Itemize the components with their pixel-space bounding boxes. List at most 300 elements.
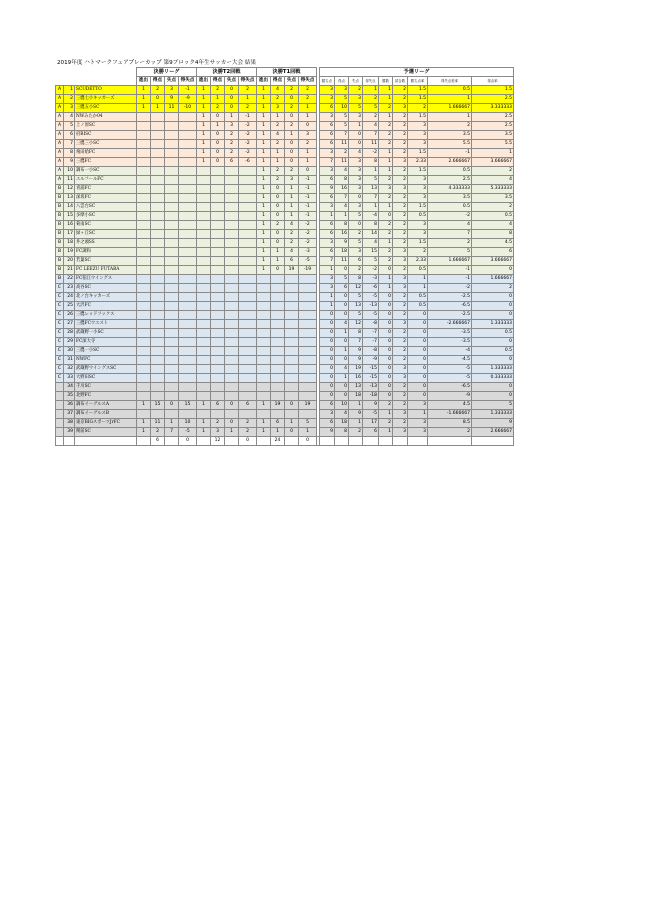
cell-fl-against [165,176,179,185]
cell-t1-for: 4 [271,86,285,95]
row-group [56,419,64,428]
cell-pr-against: 12 [349,320,363,329]
cell-pr-for: 9 [335,239,349,248]
cell-pr-wins: 2 [379,257,393,266]
cell-pr-games: 2 [393,401,408,410]
cell-pr-games: 2 [393,203,408,212]
cell-fl-advance [137,383,151,392]
cell-t2-diff [239,257,257,266]
cell-fl-advance [137,320,151,329]
cell-t1-against [285,383,299,392]
cell-pr-point-rate: 3 [408,419,428,428]
cell-t2-against: 6 [225,158,239,167]
cell-t2-against [225,248,239,257]
cell-t2-diff [239,320,257,329]
cell-pr-goal-rate: 5.5 [472,140,514,149]
cell-t1-for [271,365,285,374]
row-group: C [56,302,64,311]
cell-fl-advance [137,293,151,302]
header-prelim: 予選リーグ [320,68,514,77]
cell-pr-points: 7 [320,158,335,167]
cell-t1-diff: -2 [299,230,317,239]
row-team-name: FC調和 [75,248,137,257]
cell-t1-for [271,383,285,392]
header-t1: 決勝T1回戦 [257,68,317,77]
cell-pr-goal-rate: 2 [472,284,514,293]
cell-pr-for: 0 [335,383,349,392]
cell-pr-goal-rate: 2 [472,203,514,212]
document-title: 2019年度 ハトマークフェアプレーカップ 第9ブロック4年生サッカー大会 結果 [57,60,257,66]
col-t2-diff: 得失点 [239,77,257,86]
row-group: C [56,293,64,302]
cell-fl-diff [179,113,197,122]
col-pr-point-rate: 勝ち点率 [408,77,428,86]
cell-t1-diff: 2 [299,95,317,104]
cell-fl-advance [137,140,151,149]
totals-row [56,437,514,446]
cell-t2-advance [197,275,211,284]
cell-fl-diff: 15 [179,401,197,410]
cell-t1-against: 0 [285,113,299,122]
row-number: 16 [64,221,75,230]
cell-t1-for: 0 [271,203,285,212]
cell-t1-advance: 1 [257,194,271,203]
row-team-name: SCUDETTO [75,86,137,95]
cell-pr-wins: 0 [379,365,393,374]
cell-pr-diff: 11 [363,140,379,149]
cell-t1-diff: -1 [299,194,317,203]
cell-t1-against: 1 [285,203,299,212]
col-pr-games: 試合数 [393,77,408,86]
table-row [56,374,514,383]
cell-t2-advance [197,293,211,302]
cell-fl-advance [137,410,151,419]
row-group: A [56,176,64,185]
cell-t1-advance [257,392,271,401]
row-team-name: 調布一小SC [75,167,137,176]
cell-t1-for [271,392,285,401]
cell-t1-advance: 1 [257,401,271,410]
cell-pr-games: 3 [393,248,408,257]
cell-t2-against [225,257,239,266]
cell-t2-advance: 1 [197,158,211,167]
cell-pr-games: 2 [393,311,408,320]
cell-pr-wins: 0 [379,356,393,365]
cell-fl-diff [179,383,197,392]
cell-fl-for [151,347,165,356]
col-t2-advance: 進出 [197,77,211,86]
cell-t1-advance: 1 [257,212,271,221]
cell-pr-against: 0 [349,221,363,230]
cell-t1-against: 6 [285,257,299,266]
cell-t2-advance: 1 [197,140,211,149]
row-number: 10 [64,167,75,176]
cell-t1-diff: 1 [299,149,317,158]
cell-fl-advance [137,329,151,338]
cell-t1-against: 0 [285,401,299,410]
cell-t1-diff [299,347,317,356]
cell-t2-for [211,203,225,212]
cell-fl-against [165,410,179,419]
table-row [56,194,514,203]
cell-t2-advance: 1 [197,113,211,122]
cell-pr-against: 7 [349,338,363,347]
cell-t1-diff: 1 [299,104,317,113]
row-team-name: 三鷹三小SC [75,140,137,149]
cell-pr-diff: -15 [363,365,379,374]
cell-pr-points: 3 [320,275,335,284]
cell-t2-for [211,410,225,419]
cell-pr-wins: 2 [379,140,393,149]
cell-pr-goal-rate: 5.333333 [472,185,514,194]
cell-t1-against [285,284,299,293]
cell-fl-for [151,383,165,392]
row-number: 3 [64,104,75,113]
cell-pr-for: 4 [335,320,349,329]
cell-pr-diff: 15 [363,248,379,257]
cell-pr-goal-rate: 4.5 [472,239,514,248]
cell-fl-diff: -5 [179,428,197,437]
cell-fl-for [151,248,165,257]
cell-pr-for: 0 [335,302,349,311]
cell-pr-against: 3 [349,158,363,167]
cell-fl-against [165,302,179,311]
cell-pr-points: 0 [320,365,335,374]
cell-t2-diff [239,293,257,302]
cell-pr-for: 0 [335,356,349,365]
cell-pr-against: 6 [349,257,363,266]
cell-t1-for [271,347,285,356]
cell-t2-diff [239,176,257,185]
cell-pr-against: 2 [349,428,363,437]
cell-pr-goal-rate: 0 [472,266,514,275]
cell-t2-advance [197,257,211,266]
cell-fl-against [165,347,179,356]
cell-fl-for: 2 [151,86,165,95]
cell-fl-against [165,248,179,257]
cell-t2-against [225,320,239,329]
cell-t1-advance: 1 [257,221,271,230]
cell-t1-for: 0 [271,266,285,275]
cell-pr-goal-rate: 0 [472,293,514,302]
cell-t2-diff: -2 [239,122,257,131]
cell-t2-for [211,212,225,221]
cell-t2-diff [239,356,257,365]
cell-t1-diff: 1 [299,158,317,167]
cell-fl-diff [179,392,197,401]
col-t2-for: 得点 [211,77,225,86]
cell-pr-diff-rate: -2.5 [428,293,472,302]
cell-fl-for [151,365,165,374]
row-team-name: 三鷹FCウエスト [75,320,137,329]
cell-pr-diff-rate: 4.5 [428,401,472,410]
table-row [56,185,514,194]
cell-pr-goal-rate: 2.5 [472,113,514,122]
row-team-name: 武蔵野一小SC [75,329,137,338]
row-number: 6 [64,131,75,140]
cell-pr-goal-rate: 9 [472,419,514,428]
table-row [56,419,514,428]
cell-t1-for: 2 [271,176,285,185]
col-pr-points: 勝ち点 [320,77,335,86]
cell-fl-advance: 1 [137,419,151,428]
cell-fl-for [151,284,165,293]
cell-t1-diff [299,320,317,329]
row-number: 39 [64,428,75,437]
cell-pr-points: 1 [320,212,335,221]
cell-t1-diff: -1 [299,185,317,194]
cell-pr-games: 2 [393,356,408,365]
cell-pr-point-rate: 3 [408,194,428,203]
cell-t1-advance [257,284,271,293]
row-team-name: NWみたか04 [75,113,137,122]
cell-pr-point-rate: 0 [408,347,428,356]
cell-fl-for [151,113,165,122]
cell-t2-for [211,266,225,275]
cell-pr-point-rate: 0 [408,365,428,374]
cell-fl-for [151,311,165,320]
cell-t1-against: 19 [285,266,299,275]
cell-t2-diff [239,185,257,194]
cell-fl-diff [179,122,197,131]
row-team-name: 緑ヶ丘SC [75,230,137,239]
cell-pr-points: 0 [320,329,335,338]
cell-t2-against [225,293,239,302]
cell-pr-against: 5 [349,293,363,302]
cell-pr-for: 4 [335,365,349,374]
cell-t2-for [211,194,225,203]
table-row [56,149,514,158]
total-fl-goals: 6 [151,437,165,446]
cell-t1-advance [257,320,271,329]
row-number: 5 [64,122,75,131]
cell-pr-games: 3 [393,428,408,437]
cell-t1-diff [299,329,317,338]
header-final-league: 決勝リーグ [137,68,197,77]
cell-t2-for [211,329,225,338]
cell-t2-advance: 1 [197,104,211,113]
cell-t2-advance: 1 [197,401,211,410]
cell-pr-wins: 3 [379,185,393,194]
cell-pr-wins: 1 [379,203,393,212]
cell-t1-diff: -5 [299,257,317,266]
cell-pr-goal-rate: 2.5 [472,95,514,104]
cell-fl-diff [179,365,197,374]
cell-t2-advance [197,248,211,257]
col-fl-advance: 進出 [137,77,151,86]
cell-pr-against: 5 [349,239,363,248]
cell-t2-against: 0 [225,401,239,410]
cell-pr-diff-rate: 8.5 [428,419,472,428]
row-number: 23 [64,284,75,293]
cell-pr-diff-rate: 1.666667 [428,257,472,266]
cell-pr-wins: 2 [379,131,393,140]
cell-t1-diff [299,365,317,374]
cell-pr-for: 1 [335,374,349,383]
cell-t2-diff: -6 [239,158,257,167]
cell-pr-for: 8 [335,221,349,230]
cell-pr-for: 0 [335,392,349,401]
cell-pr-for: 0 [335,293,349,302]
cell-fl-against [165,203,179,212]
cell-fl-against [165,221,179,230]
cell-t2-for: 0 [211,158,225,167]
cell-fl-for [151,149,165,158]
cell-pr-goal-rate: 4 [472,176,514,185]
cell-t1-for [271,356,285,365]
cell-pr-diff-rate: 0.5 [428,203,472,212]
row-group: A [56,113,64,122]
cell-pr-diff: 1 [363,167,379,176]
cell-t1-for [271,338,285,347]
row-team-name: 飛田給FC [75,149,137,158]
cell-t1-advance [257,365,271,374]
cell-pr-diff-rate: -9 [428,392,472,401]
cell-fl-for [151,203,165,212]
cell-pr-diff-rate: -3.5 [428,338,472,347]
row-number: 30 [64,347,75,356]
cell-pr-wins: 1 [379,158,393,167]
cell-t1-for: 3 [271,104,285,113]
cell-pr-points: 0 [320,374,335,383]
cell-t1-advance: 1 [257,167,271,176]
cell-pr-for: 5 [335,95,349,104]
cell-pr-point-rate: 2 [408,104,428,113]
cell-pr-against: 5 [349,311,363,320]
cell-pr-against: 4 [349,149,363,158]
cell-t2-diff: -2 [239,140,257,149]
cell-pr-wins: 2 [379,401,393,410]
cell-fl-diff [179,140,197,149]
cell-t2-against [225,338,239,347]
cell-t2-diff: 6 [239,401,257,410]
cell-pr-points: 1 [320,293,335,302]
cell-pr-against: 3 [349,203,363,212]
cell-pr-points: 3 [320,410,335,419]
row-number: 7 [64,140,75,149]
cell-fl-against: 11 [165,104,179,113]
cell-pr-games: 2 [393,86,408,95]
cell-fl-diff [179,230,197,239]
cell-pr-wins: 0 [379,329,393,338]
cell-t1-advance [257,338,271,347]
cell-t1-diff [299,392,317,401]
cell-pr-games: 2 [393,149,408,158]
cell-pr-point-rate: 1.5 [408,149,428,158]
cell-t1-against [285,365,299,374]
cell-pr-points: 6 [320,104,335,113]
cell-pr-diff: 14 [363,230,379,239]
cell-t1-for: 0 [271,239,285,248]
row-number: 21 [64,266,75,275]
cell-fl-advance [137,266,151,275]
cell-t2-for [211,347,225,356]
row-group [56,392,64,401]
cell-t2-against [225,374,239,383]
cell-pr-games: 3 [393,410,408,419]
cell-pr-against: 1 [349,122,363,131]
row-group: B [56,221,64,230]
cell-fl-advance [137,257,151,266]
cell-fl-advance [137,284,151,293]
cell-pr-goal-rate: 0.333333 [472,374,514,383]
cell-pr-against: 2 [349,266,363,275]
cell-pr-diff-rate: 0.5 [428,167,472,176]
row-team-name: 東京BIGスポーツJrFC [75,419,137,428]
cell-t2-advance [197,230,211,239]
cell-pr-goal-rate: 3.5 [472,194,514,203]
cell-fl-advance: 1 [137,86,151,95]
cell-pr-games: 2 [393,140,408,149]
cell-pr-wins: 0 [379,392,393,401]
cell-pr-games: 3 [393,185,408,194]
table-row [56,410,514,419]
cell-pr-point-rate: 3 [408,401,428,410]
cell-t2-advance [197,176,211,185]
row-number: 22 [64,275,75,284]
cell-t2-against [225,176,239,185]
cell-t1-for: 1 [271,113,285,122]
cell-pr-points: 6 [320,140,335,149]
cell-t1-advance: 1 [257,230,271,239]
row-group: C [56,338,64,347]
total-t1-for: 24 [271,437,285,446]
cell-pr-wins: 2 [379,176,393,185]
cell-t1-against: 0 [285,428,299,437]
table-row [56,401,514,410]
table-row [56,203,514,212]
cell-pr-diff-rate: 2.5 [428,176,472,185]
cell-t2-against [225,284,239,293]
row-group [56,428,64,437]
cell-pr-point-rate: 0 [408,338,428,347]
cell-pr-wins: 0 [379,293,393,302]
table-row [56,428,514,437]
row-team-name: 三鷹一小SC [75,347,137,356]
cell-fl-against [165,158,179,167]
cell-t2-for: 2 [211,86,225,95]
cell-pr-diff-rate: 3.5 [428,194,472,203]
table-row [56,239,514,248]
cell-fl-advance [137,194,151,203]
cell-t1-against [285,275,299,284]
cell-pr-wins: 1 [379,149,393,158]
row-number: 12 [64,185,75,194]
cell-pr-diff: -5 [363,410,379,419]
cell-pr-against: 8 [349,329,363,338]
cell-pr-against: 3 [349,248,363,257]
cell-pr-wins: 0 [379,302,393,311]
cell-pr-diff: -13 [363,302,379,311]
cell-t1-against [285,392,299,401]
cell-t2-for: 1 [211,95,225,104]
cell-pr-games: 3 [393,158,408,167]
cell-pr-games: 2 [393,419,408,428]
cell-pr-diff-rate: -1 [428,149,472,158]
cell-pr-goal-rate: 8 [472,230,514,239]
cell-fl-against [165,230,179,239]
cell-fl-against [165,149,179,158]
table-row [56,176,514,185]
cell-pr-for: 5 [335,122,349,131]
cell-pr-goal-rate: 6 [472,248,514,257]
cell-pr-for: 18 [335,419,349,428]
cell-pr-point-rate: 0 [408,311,428,320]
cell-pr-points: 0 [320,383,335,392]
cell-pr-point-rate: 0 [408,329,428,338]
cell-pr-for: 5 [335,113,349,122]
cell-t1-for: 6 [271,419,285,428]
